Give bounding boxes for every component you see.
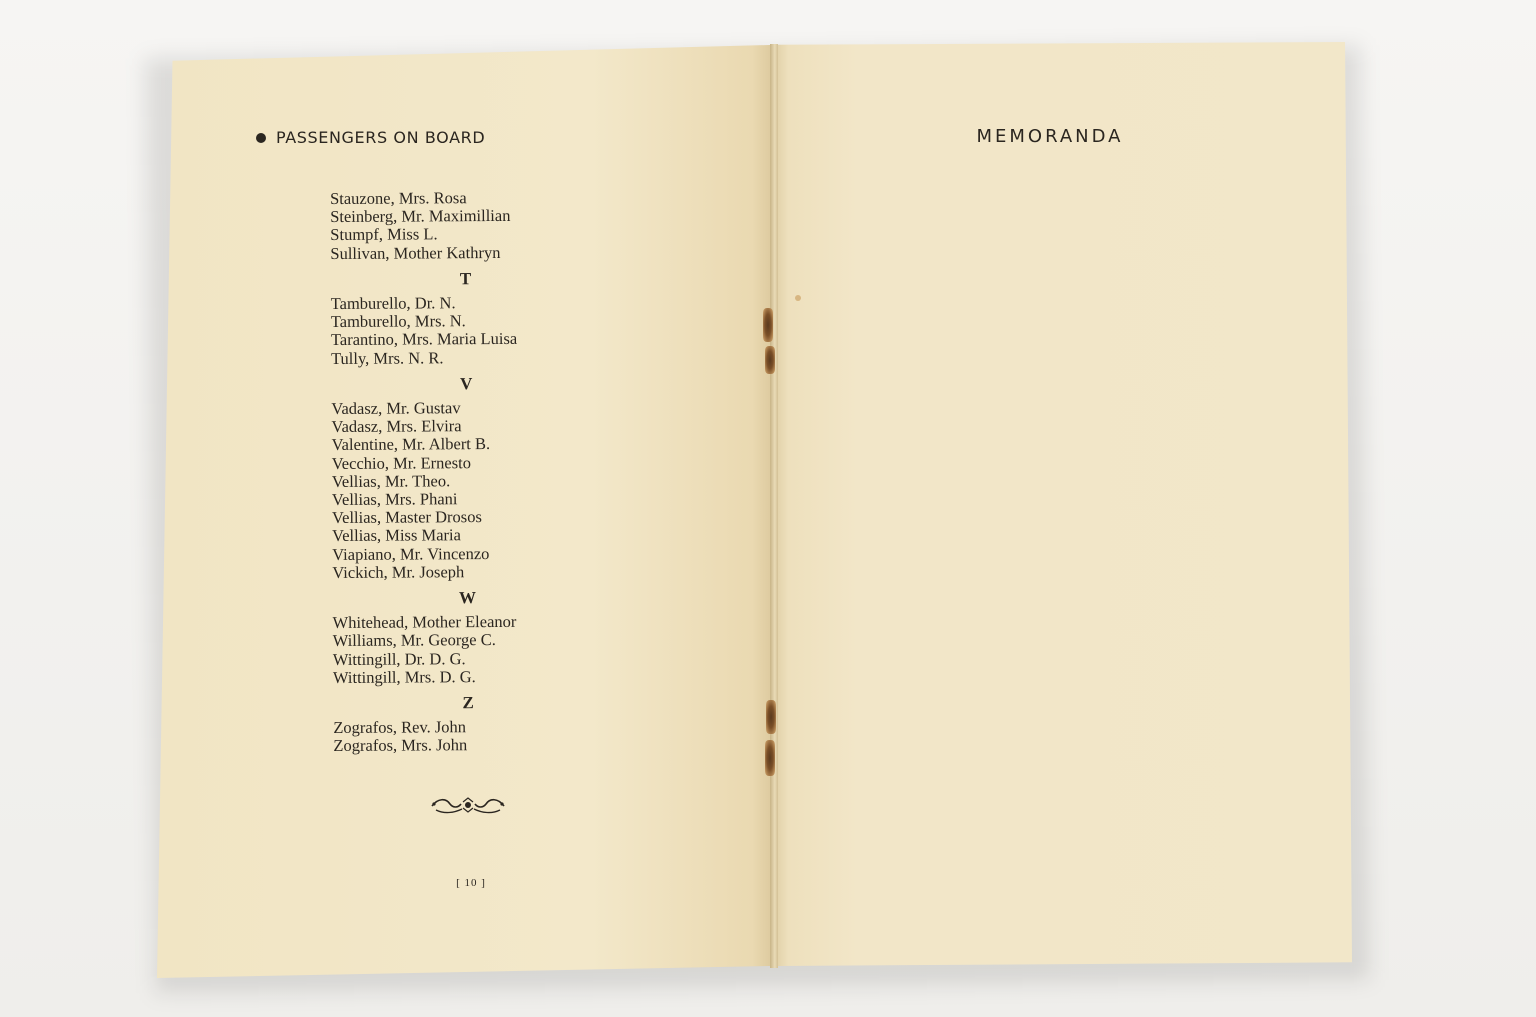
passenger-name: Whitehead, Mother Eleanor [332, 612, 517, 633]
passenger-name: Vadasz, Mr. Gustav [331, 398, 461, 419]
passenger-section-z [333, 693, 593, 755]
passenger-name: Vellias, Master Drosos [331, 507, 482, 528]
passenger-name: Vellias, Mr. Theo. [331, 471, 451, 491]
page-number: [ 10 ] [456, 877, 486, 889]
passenger-name: Wittingill, Mrs. D. G. [332, 666, 476, 687]
staple-top-upper [763, 308, 773, 342]
passenger-name: Williams, Mr. George C. [332, 630, 496, 651]
passenger-name: Zografos, Rev. John [333, 717, 467, 738]
passenger-list [330, 188, 593, 755]
passenger-name: Valentine, Mr. Albert B. [331, 434, 491, 455]
passenger-name: Stauzone, Mrs. Rosa [329, 188, 467, 208]
staple-top-lower [765, 346, 775, 374]
passengers-header [256, 128, 485, 147]
passenger-name: Wittingill, Dr. D. G. [332, 648, 466, 669]
passenger-section-v [331, 374, 592, 582]
passenger-name: Vellias, Mrs. Phani [331, 489, 458, 510]
right-page [771, 42, 1352, 966]
booklet-spine [770, 44, 778, 968]
passenger-name: Viapiano, Mr. Vincenzo [332, 543, 490, 564]
passenger-name: Tamburello, Dr. N. [330, 293, 456, 314]
passenger-section-w [332, 588, 593, 687]
bullet-icon [256, 133, 266, 143]
ornament-icon [428, 796, 508, 816]
passenger-name: Vecchio, Mr. Ernesto [331, 452, 472, 473]
passenger-name: Stumpf, Miss L. [330, 224, 438, 245]
memoranda-title: MEMORANDA [976, 126, 1124, 147]
staple-bottom-lower [765, 740, 775, 776]
passenger-name: Vellias, Miss Maria [332, 525, 461, 546]
passenger-name: Vickich, Mr. Joseph [332, 562, 465, 582]
passenger-name: Tamburello, Mrs. N. [330, 311, 466, 332]
section-letter-t: T [459, 268, 472, 289]
passenger-name: Vadasz, Mrs. Elvira [331, 416, 462, 437]
passengers-header-text: PASSENGERS ON BOARD [276, 128, 486, 147]
passenger-name: Zografos, Mrs. John [333, 735, 468, 756]
passenger-section-t [330, 269, 591, 368]
passenger-name: Sullivan, Mother Kathryn [330, 242, 501, 263]
section-letter-z: Z [462, 693, 474, 713]
staple-bottom-upper [766, 700, 776, 734]
section-letter-w: W [458, 588, 477, 608]
passenger-section-s [330, 188, 590, 262]
passenger-name: Tully, Mrs. N. R. [330, 347, 444, 368]
passenger-name: Tarantino, Mrs. Maria Luisa [330, 329, 518, 350]
paper-speck [795, 295, 801, 301]
section-letter-v: V [459, 373, 473, 394]
passenger-name: Steinberg, Mr. Maximillian [330, 206, 511, 227]
